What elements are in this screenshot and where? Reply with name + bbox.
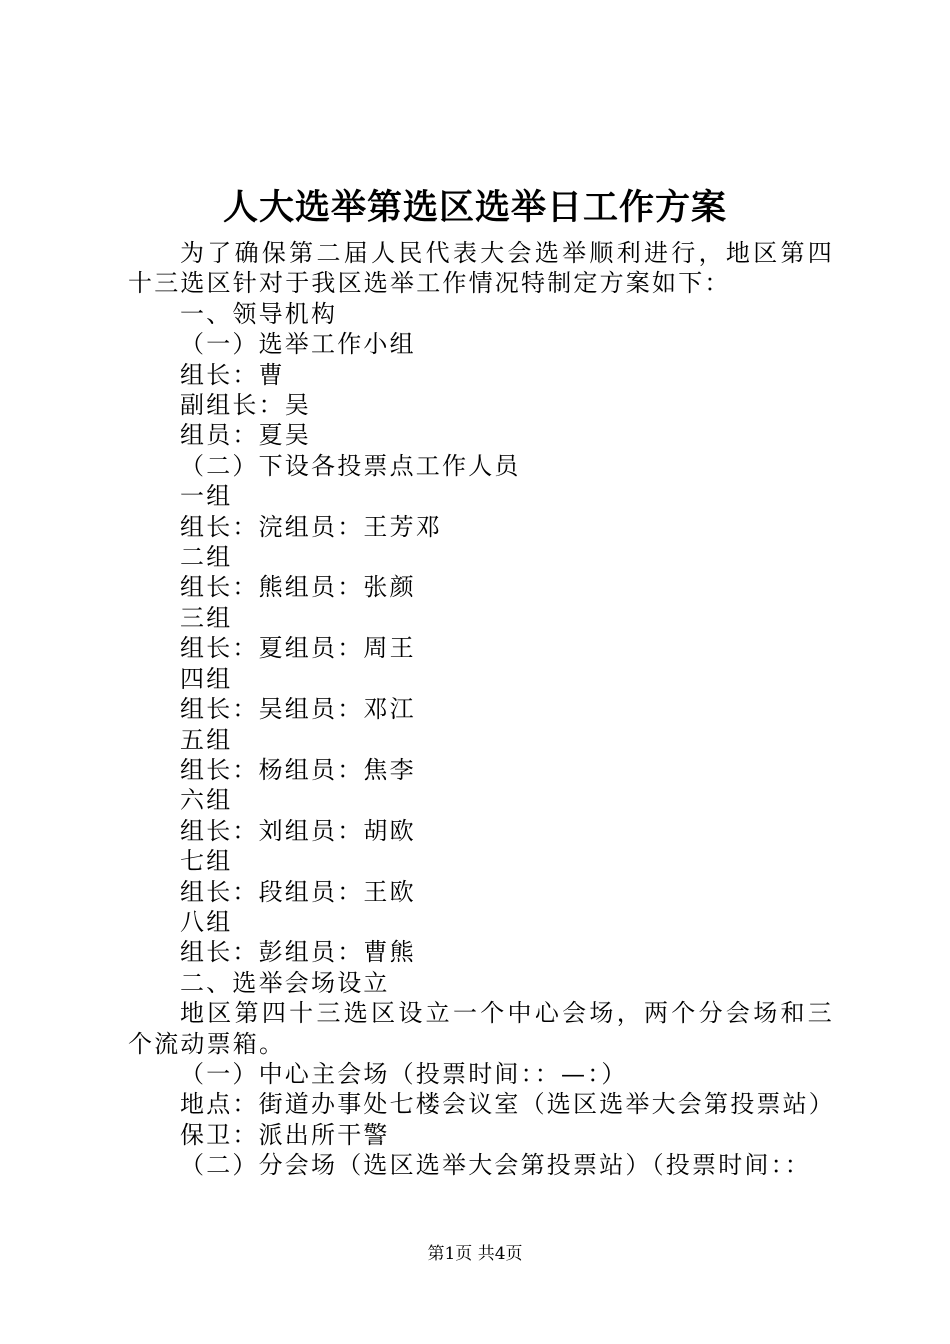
group-heading: 八组 — [180, 907, 233, 936]
group-heading: 四组 — [180, 664, 233, 693]
text-line: 地点：街道办事处七楼会议室（选区选举大会第投票站） — [180, 1090, 835, 1119]
text-line: 保卫：派出所干警 — [180, 1120, 390, 1149]
text-line: 组长：浣组员：王芳邓 — [180, 512, 442, 541]
text-line: 组长：夏组员：周王 — [180, 634, 416, 663]
subsection-heading-working-group: （一）选举工作小组 — [180, 330, 416, 359]
section-heading-venues: 二、选举会场设立 — [180, 968, 390, 997]
subsection-heading-branch-venue: （二）分会场（选区选举大会第投票站）（投票时间：： — [180, 1151, 811, 1180]
text-line: 组长：段组员：王欧 — [180, 877, 416, 906]
text-line: 组长：杨组员：焦李 — [180, 755, 416, 784]
group-heading: 一组 — [180, 482, 233, 511]
text-line: 组长：吴组员：邓江 — [180, 695, 416, 724]
group-heading: 三组 — [180, 603, 233, 632]
document-title: 人大选举第选区选举日工作方案 — [222, 187, 727, 228]
page-footer: 第1页 共4页 — [427, 1244, 523, 1264]
group-heading: 二组 — [180, 543, 233, 572]
text-line: 组长：彭组员：曹熊 — [180, 938, 416, 967]
section-heading-leadership: 一、领导机构 — [180, 299, 338, 328]
intro-paragraph: 为了确保第二届人民代表大会选举顺利进行，地区第四十三选区针对于我区选举工作情况特制定方案如下： — [128, 239, 834, 298]
document-body — [128, 238, 834, 1181]
text-line: 组长：曹 — [180, 360, 285, 389]
subsection-heading-polling-staff: （二）下设各投票点工作人员 — [180, 451, 521, 480]
text-line: 组长：刘组员：胡欧 — [180, 816, 416, 845]
group-heading: 七组 — [180, 847, 233, 876]
subsection-heading-main-venue: （一）中心主会场（投票时间：：—：） — [180, 1059, 628, 1088]
text-line: 组长：熊组员：张颜 — [180, 573, 416, 602]
text-line: 组员：夏吴 — [180, 421, 311, 450]
group-heading: 六组 — [180, 786, 233, 815]
group-heading: 五组 — [180, 725, 233, 754]
venues-paragraph: 地区第四十三选区设立一个中心会场，两个分会场和三个流动票箱。 — [128, 999, 834, 1058]
text-line: 副组长：吴 — [180, 391, 311, 420]
